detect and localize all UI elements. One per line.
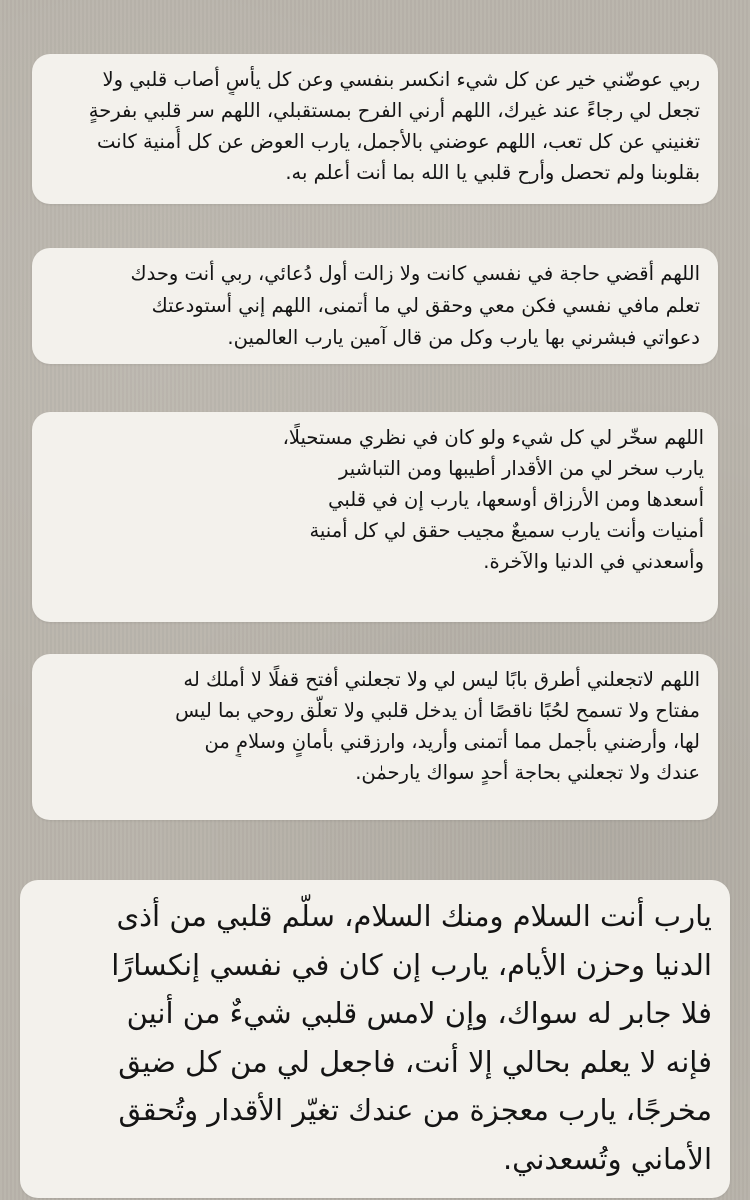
text-line: الأماني وتُسعدني. — [502, 1141, 712, 1176]
text-line: أمنيات وأنت يارب سميعٌ مجيب حقق لي كل أمنية — [309, 519, 704, 542]
text-line: تغنيني عن كل تعب، اللهم عوضني بالأجمل، يارب العوض عن كل أُمنية كانت — [97, 130, 700, 153]
text-line: وأسعدني في الدنيا والآخرة. — [483, 550, 704, 573]
text-card-3 — [32, 412, 718, 622]
text-card-1 — [32, 54, 718, 204]
text-line: اللهم لاتجعلني أطرق بابًا ليس لي ولا تجعلني أفتح قفلًا لا أملك له — [183, 668, 700, 691]
text-line: يارب سخر لي من الأقدار أطيبها ومن التباشير — [338, 457, 704, 480]
text-line: فلا جابر له سواك، وإن لامس قلبي شيءٌ من أنين — [126, 996, 712, 1030]
text-line: تعلم مافي نفسي فكن معي وحقق لي ما أتمنى، اللهم إني أستودعتك — [151, 294, 700, 317]
text-line: مفتاح ولا تسمح لحُبًا ناقصًا أن يدخل قلبي ولا تعلّق روحي بما ليس — [175, 699, 700, 722]
text-line: اللهم سخّر لي كل شيء ولو كان في نظري مستحيلًا، — [282, 426, 704, 449]
text-line: بقلوبنا ولم تحصل وأرح قلبي يا الله بما أنت أعلم به. — [285, 161, 700, 184]
text-line: أسعدها ومن الأرزاق أوسعها، يارب إن في قلبي — [328, 488, 704, 511]
text-line: يارب أنت السلام ومنك السلام، سلّم قلبي من أذى — [116, 899, 712, 933]
text-card-5 — [20, 880, 730, 1198]
text-line: تجعل لي رجاءً عند غيرك، اللهم أرني الفرح بمستقبلي، اللهم سر قلبي بفرحةٍ — [88, 99, 700, 122]
text-line: دعواتي فبشرني بها يارب وكل من قال آمين يارب العالمين. — [227, 326, 700, 349]
text-card-2 — [32, 248, 718, 364]
text-line: عندك ولا تجعلني بحاجة أحدٍ سواك يارحمٰن. — [355, 761, 700, 784]
text-line: فإنه لا يعلم بحالي إلا أنت، فاجعل لي من كل ضيق — [118, 1044, 712, 1079]
text-line: مخرجًا، يارب معجزة من عندك تغيّر الأقدار وتُحقق — [118, 1093, 712, 1127]
text-line: لها، وأرضني بأجمل مما أتمنى وأريد، وارزقني بأمانٍ وسلامٍ من — [204, 730, 700, 753]
text-line: الدنيا وحزن الأيام، يارب إن كان في نفسي إنكسارًا — [111, 947, 712, 982]
text-line: ربي عوضّني خير عن كل شيء انكسر بنفسي وعن كل يأسٍ أصاب قلبي ولا — [102, 68, 700, 91]
text-line: اللهم أقضي حاجة في نفسي كانت ولا زالت أول دُعائي، ربي أنت وحدك — [130, 262, 700, 285]
text-card-4 — [32, 654, 718, 820]
